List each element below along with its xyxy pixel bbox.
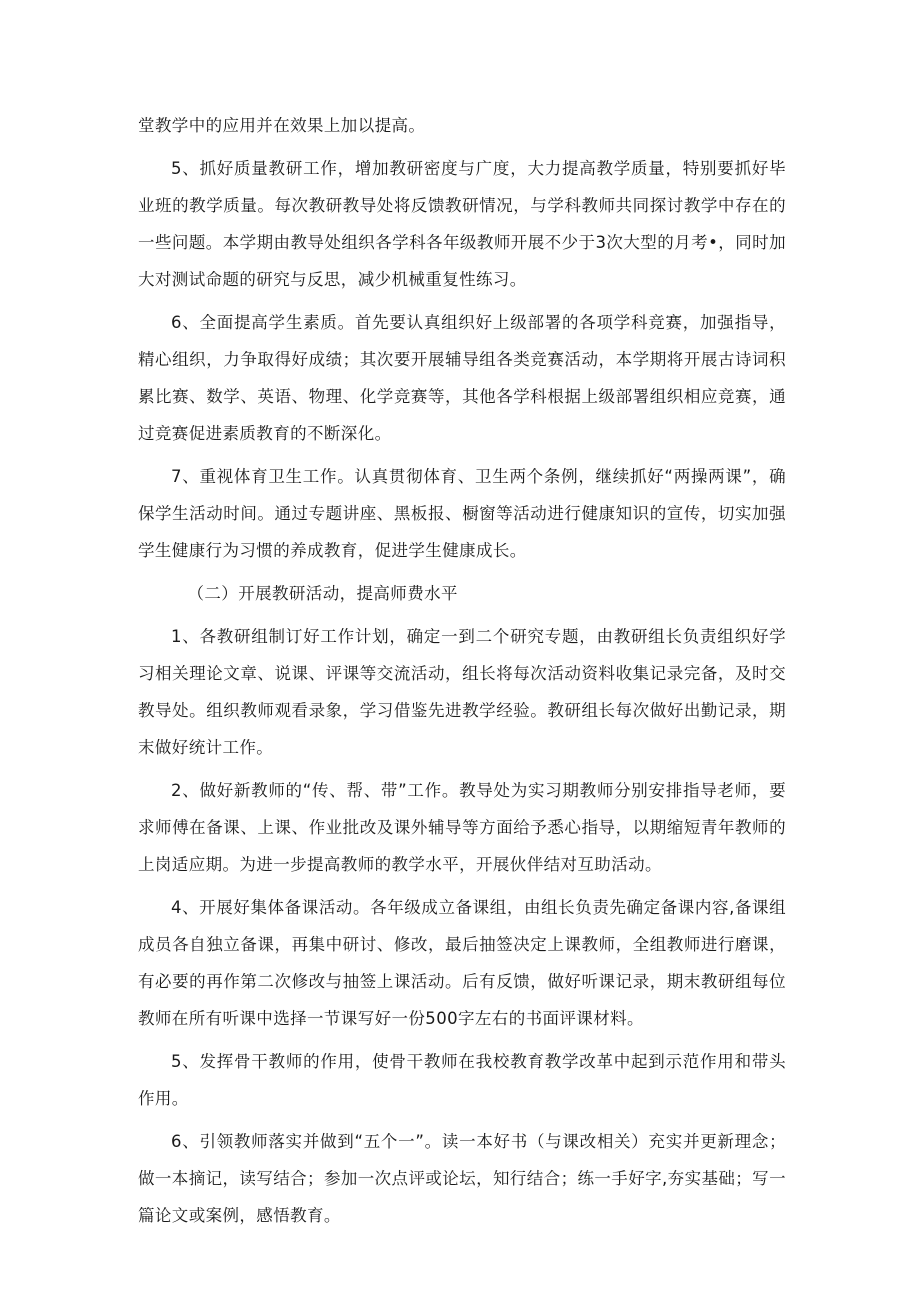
paragraph-continuation: 堂教学中的应用并在效果上加以提高。 [138,116,426,135]
paragraph-item-4-lesson-prep: 4、开展好集体备课活动。各年级成立备课组，由组长负责先确定备课内容,备课组成员各自独立备课，再集中研讨、修改，最后抽签决定上课教师，全组教师进行磨课，有必要的再作第二次修改与抽签上课活动。后有反馈，做好听课记录，期末教研组每位教师在所有听课中选择一节课写好一份500字左右的书面评课材料。 [138,898,786,1028]
paragraph-item-1-plan: 1、各教研组制订好工作计划，确定一到二个研究专题，由教研组长负责组织好学习相关理论文章、说课、评课等交流活动，组长将每次活动资料收集记录完备，及时交教导处。组织教师观看录象，学习借鉴先进教学经验。教研组长每次做好出勤记录，期末做好统计工作。 [138,627,786,757]
paragraph-item-7-sports-health: 7、重视体育卫生工作。认真贯彻体育、卫生两个条例，继续抓好“两操两课”，确保学生活动时间。通过专题讲座、黑板报、橱窗等活动进行健康知识的宣传，切实加强学生健康行为习惯的养成教育，促进学生健康成长。 [138,467,786,560]
paragraph-item-5-quality: 5、抓好质量教研工作，增加教研密度与广度，大力提高教学质量，特别要抓好毕业班的教学质量。每次教研教导处将反馈教研情况，与学科教师共同探讨教学中存在的一些问题。本学期由教导处组织各学科各年级教师开展不少于3次大型的月考•，同时加大对测试命题的研究与反思，减少机械重复性练习。 [138,159,786,289]
paragraph-item-6-five-ones: 6、引领教师落实并做到“五个一”。读一本好书（与课改相关）充实并更新理念；做一本摘记，读写结合；参加一次点评或论坛，知行结合；练一手好字,夯实基础；写一篇论文或案例，感悟教育。 [138,1132,786,1225]
paragraph-item-2-mentoring: 2、做好新教师的“传、帮、带”工作。教导处为实习期教师分别安排指导老师，要求师傅在备课、上课、作业批改及课外辅导等方面给予悉心指导，以期缩短青年教师的上岗适应期。为进一步提高教师的教学水平，开展伙伴结对互助活动。 [138,781,786,874]
document-body [138,107,786,1240]
section-heading: （二）开展教研活动，提高师费水平 [187,584,458,603]
paragraph-item-5-backbone: 5、发挥骨干教师的作用，使骨干教师在我校教育教学改革中起到示范作用和带头作用。 [138,1052,786,1108]
paragraph-item-6-student-quality: 6、全面提高学生素质。首先要认真组织好上级部署的各项学科竞赛，加强指导，精心组织，力争取得好成绩；其次要开展辅导组各类竞赛活动，本学期将开展古诗词积累比赛、数学、英语、物理、化学竞赛等，其他各学科根据上级部署组织相应竞赛，通过竞赛促进素质教育的不断深化。 [138,313,786,443]
